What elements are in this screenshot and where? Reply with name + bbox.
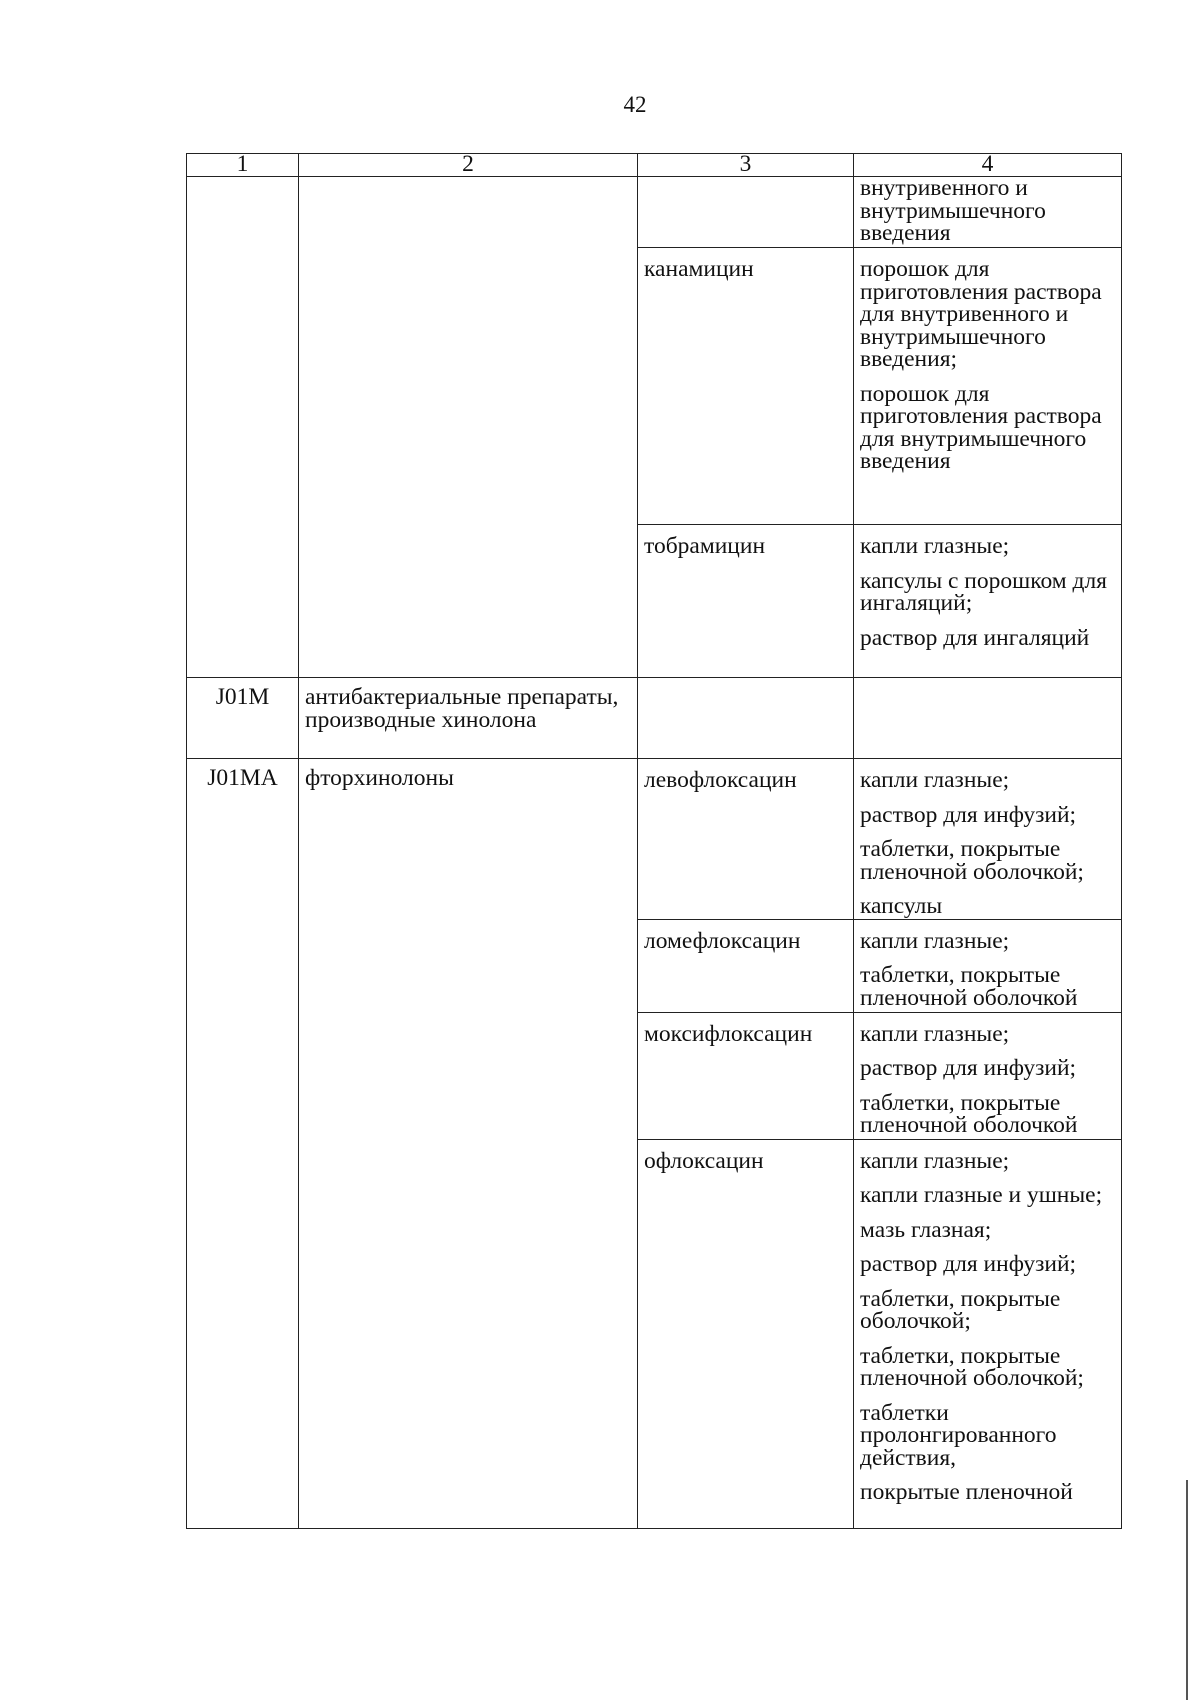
dosage-form: мазь глазная; xyxy=(860,1216,992,1243)
atc-code-j01m: J01M xyxy=(187,678,299,759)
drug-name-lomefloxacin: ломефлоксацин xyxy=(638,919,854,1012)
forms-cell-kanamycin xyxy=(854,248,1122,525)
dosage-form: порошок для приготовления раствора для внутримышечного введения xyxy=(860,380,1102,474)
table-row-carryover xyxy=(187,177,1122,248)
forms-cell-carryover xyxy=(854,177,1122,248)
drug-name-kanamycin: канамицин xyxy=(638,248,854,525)
drug-cell-empty xyxy=(638,678,854,759)
dosage-form: раствор для инфузий; xyxy=(860,1055,1077,1081)
forms-cell-moxifloxacin xyxy=(854,1012,1122,1139)
dosage-form: капсулы xyxy=(860,893,943,919)
dosage-form: капли глазные; xyxy=(860,767,1010,793)
drug-name-levofloxacin: левофлоксацин xyxy=(638,759,854,920)
scan-edge-line xyxy=(1186,1480,1188,1700)
header-cell-1: 1 xyxy=(187,154,299,177)
drug-name-moxifloxacin: моксифлоксацин xyxy=(638,1012,854,1139)
dosage-form: порошок для приготовления раствора для внутривенного и внутримышечного введения; xyxy=(860,256,1102,372)
code-cell-empty xyxy=(187,177,299,678)
dosage-form: капли глазные и ушные; xyxy=(860,1182,1103,1208)
dosage-form: таблетки, покрытые пленочной оболочкой; xyxy=(860,836,1084,885)
table-row-levofloxacin xyxy=(187,759,1122,920)
atc-code-j01ma: J01MA xyxy=(187,759,299,1529)
group-cell-empty xyxy=(299,177,638,678)
drug-cell-empty xyxy=(638,177,854,248)
forms-cell-lomefloxacin xyxy=(854,919,1122,1012)
group-name-j01m: антибактериальные препараты, производные хинолона xyxy=(299,678,638,759)
dosage-form: раствор для инфузий; xyxy=(860,1251,1077,1277)
table-row-j01m xyxy=(187,678,1122,759)
forms-cell-levofloxacin xyxy=(854,759,1122,920)
dosage-form: таблетки пролонгированного действия, xyxy=(860,1399,1057,1471)
dosage-form: капли глазные; xyxy=(860,1147,1010,1174)
dosage-form: покрытые пленочной xyxy=(860,1479,1073,1505)
drug-name-tobramycin: тобрамицин xyxy=(638,525,854,678)
header-cell-2: 2 xyxy=(299,154,638,177)
header-row xyxy=(187,154,1122,177)
header-cell-4: 4 xyxy=(854,154,1122,177)
drug-table xyxy=(186,153,1122,1529)
forms-cell-ofloxacin xyxy=(854,1139,1122,1528)
page-number: 42 xyxy=(623,92,647,117)
dosage-form: таблетки, покрытые пленочной оболочкой xyxy=(860,962,1078,1011)
dosage-form: капли глазные; xyxy=(860,533,1010,559)
dosage-form: раствор для инфузий; xyxy=(860,801,1077,828)
header-cell-3: 3 xyxy=(638,154,854,177)
dosage-form: таблетки, покрытые пленочной оболочкой xyxy=(860,1089,1078,1138)
forms-cell-tobramycin xyxy=(854,525,1122,678)
dosage-form: внутривенного и внутримышечного введения xyxy=(860,175,1046,246)
group-name-j01ma: фторхинолоны xyxy=(299,759,638,1529)
forms-cell-empty xyxy=(854,678,1122,759)
dosage-form: капли глазные; xyxy=(860,927,1010,954)
dosage-form: таблетки, покрытые пленочной оболочкой; xyxy=(860,1342,1084,1391)
dosage-form: таблетки, покрытые оболочкой; xyxy=(860,1285,1061,1334)
dosage-form: капсулы с порошком для ингаляций; xyxy=(860,567,1107,616)
dosage-form: капли глазные; xyxy=(860,1020,1010,1047)
dosage-form: раствор для ингаляций xyxy=(860,624,1090,651)
drug-name-ofloxacin: офлоксацин xyxy=(638,1139,854,1528)
